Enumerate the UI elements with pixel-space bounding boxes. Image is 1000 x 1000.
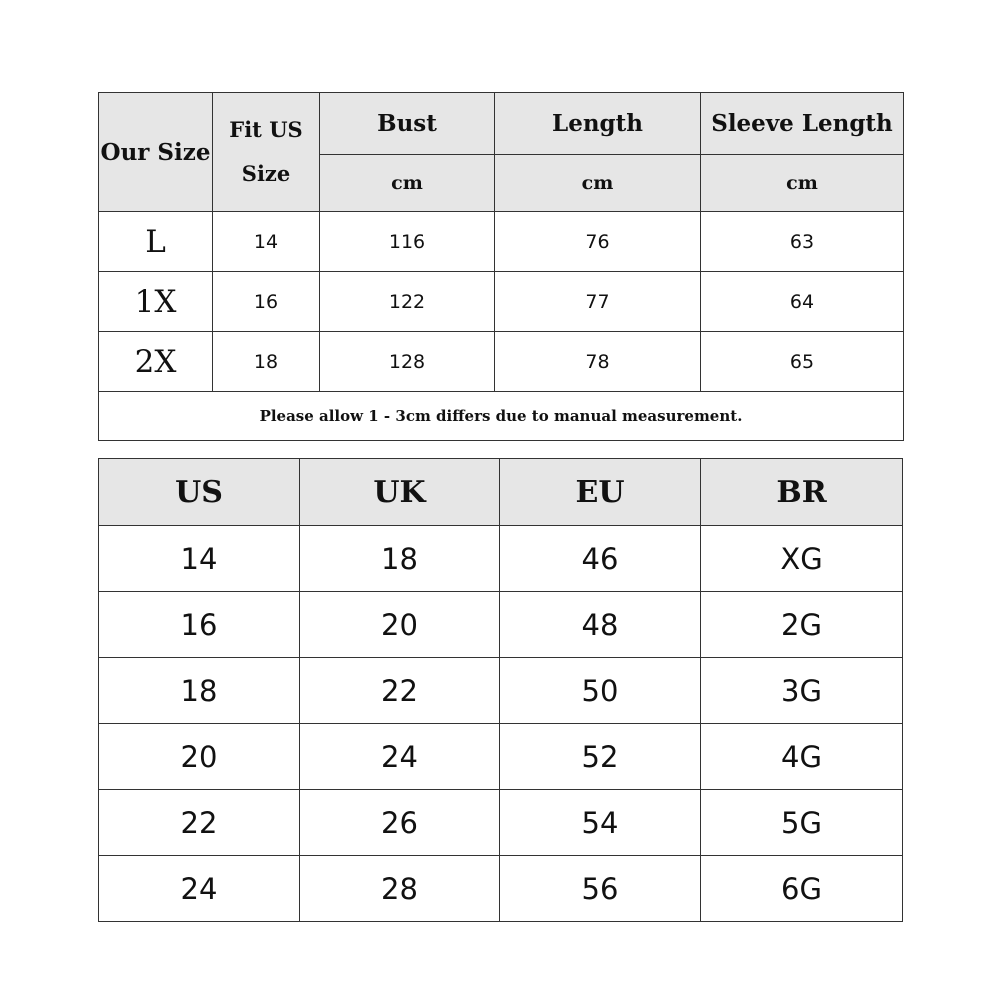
header-eu: EU [500,459,701,526]
uk-cell: 28 [300,856,500,922]
size-conversion-table [98,458,903,922]
bust-cell: 116 [320,212,495,272]
our-size-cell: 2X [99,332,213,392]
br-cell: 5G [701,790,903,856]
length-unit: cm [495,155,701,212]
br-cell: XG [701,526,903,592]
uk-cell: 20 [300,592,500,658]
size-row [99,212,904,272]
br-cell: 6G [701,856,903,922]
eu-cell: 54 [500,790,701,856]
eu-cell: 56 [500,856,701,922]
sleeve-length-unit: cm [701,155,904,212]
br-cell: 4G [701,724,903,790]
conversion-row [99,658,903,724]
our-size-cell: 1X [99,272,213,332]
bust-unit: cm [320,155,495,212]
fit-us-cell: 18 [213,332,320,392]
us-cell: 16 [99,592,300,658]
length-cell: 77 [495,272,701,332]
header-sleeve-length: Sleeve Length [701,93,904,155]
header-length: Length [495,93,701,155]
length-cell: 76 [495,212,701,272]
uk-cell: 18 [300,526,500,592]
conversion-row [99,526,903,592]
br-cell: 2G [701,592,903,658]
us-cell: 22 [99,790,300,856]
sleeve-length-cell: 63 [701,212,904,272]
sleeve-length-cell: 65 [701,332,904,392]
eu-cell: 46 [500,526,701,592]
size-row [99,332,904,392]
fit-us-cell: 14 [213,212,320,272]
header-bust: Bust [320,93,495,155]
header-br: BR [701,459,903,526]
header-us: US [99,459,300,526]
header-fit-us-size [213,93,320,212]
us-cell: 18 [99,658,300,724]
eu-cell: 48 [500,592,701,658]
sleeve-length-cell: 64 [701,272,904,332]
eu-cell: 52 [500,724,701,790]
br-cell: 3G [701,658,903,724]
conversion-row [99,856,903,922]
uk-cell: 22 [300,658,500,724]
measurement-note: Please allow 1 - 3cm differs due to manual measurement. [99,392,904,441]
size-measurement-table [98,92,904,441]
eu-cell: 50 [500,658,701,724]
us-cell: 24 [99,856,300,922]
us-cell: 14 [99,526,300,592]
length-cell: 78 [495,332,701,392]
header-fit-us-line2: Size [241,161,291,186]
conversion-row [99,724,903,790]
conversion-row [99,592,903,658]
size-row [99,272,904,332]
uk-cell: 24 [300,724,500,790]
header-our-size: Our Size [99,93,213,212]
bust-cell: 128 [320,332,495,392]
fit-us-cell: 16 [213,272,320,332]
bust-cell: 122 [320,272,495,332]
header-uk: UK [300,459,500,526]
us-cell: 20 [99,724,300,790]
our-size-cell: L [99,212,213,272]
header-fit-us-line1: Fit US [229,117,303,142]
uk-cell: 26 [300,790,500,856]
conversion-row [99,790,903,856]
